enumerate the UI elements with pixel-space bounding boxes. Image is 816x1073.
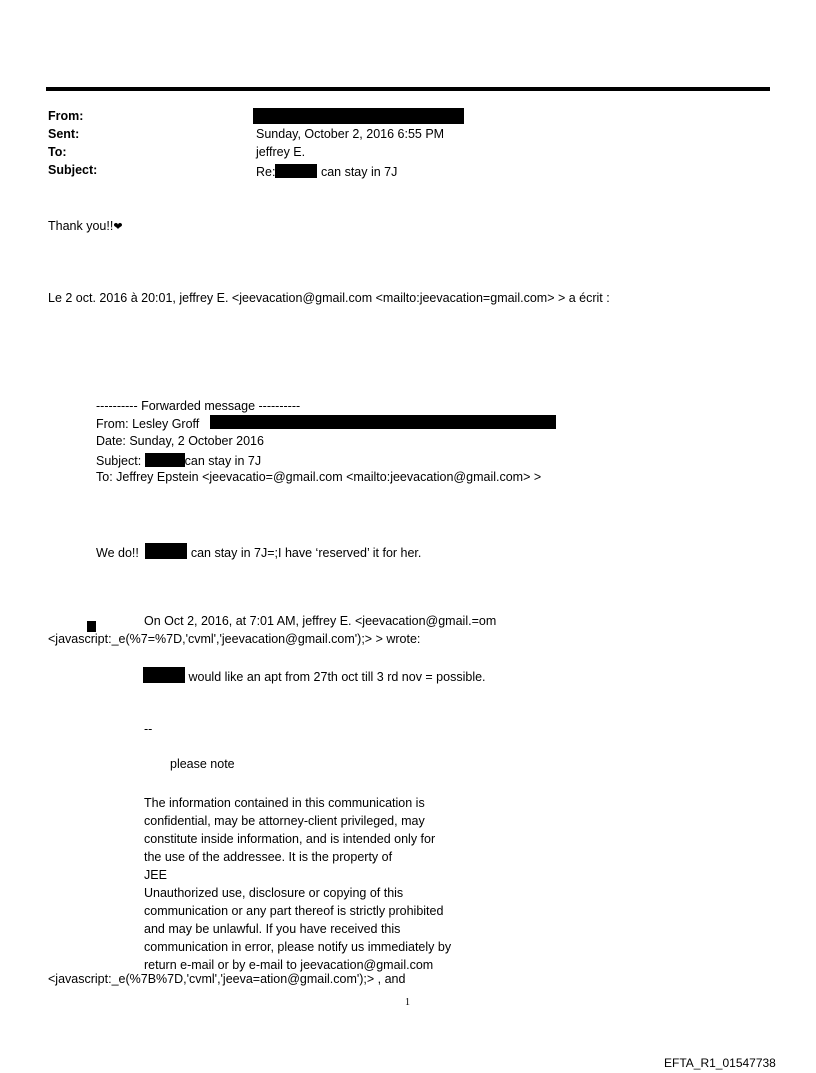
forward-from [96,418,199,431]
disclaimer-line: the use of the addressee. It is the property of [144,850,393,864]
from-redaction [253,108,464,124]
disclaimer-line: communication or any part thereof is strictly prohibited [144,904,444,918]
subject-prefix: Re: [256,165,276,179]
document-id: EFTA_R1_01547738 [664,1056,776,1070]
disclaimer-line: constitute inside information, and is intended only for [144,832,436,846]
forward-date: Date: Sunday, 2 October 2016 [96,434,264,448]
quote-line-2: <javascript:_e(%7=%7D,'cvml','jeevacation@gmail.com');> > wrote: [48,632,421,646]
disclaimer-line: The information contained in this communication is [144,796,425,810]
sent-value: Sunday, October 2, 2016 6:55 PM [256,127,445,141]
disclaimer-line: confidential, may be attorney-client privileged, may [144,814,425,828]
disclaimer-line: JEE [144,868,167,882]
we-do-line [96,543,421,560]
last-line: <javascript:_e(%7B%7D,'cvml','jeeva=ation@gmail.com');> , and [48,972,406,986]
quote-line-1: On Oct 2, 2016, at 7:01 AM, jeffrey E. <jeevacation@gmail.=om [144,614,497,628]
apt-redaction [143,667,185,683]
forward-subject-suffix: can stay in 7J [184,454,262,468]
signature-dashes: -- [144,722,153,736]
page-number: 1 [405,997,410,1008]
apt-request-text: would like an apt from 27th oct till 3 rd nov = possible. [188,670,486,684]
subject-label: Subject: [48,163,98,177]
subject-suffix: can stay in 7J [320,165,398,179]
from-label: From: [48,109,84,123]
to-label: To: [48,145,67,159]
disclaimer-line: return e-mail or by e-mail to jeevacation@gmail.com [144,958,434,972]
disclaimer-line: Unauthorized use, disclosure or copying of this [144,886,404,900]
disclaimer [144,794,451,974]
forward-from-text: From: Lesley Groff [96,417,200,431]
we-do-suffix: can stay in 7J=;I have ‘reserved’ it for her. [190,546,422,560]
sent-label: Sent: [48,127,80,141]
thanks-line [48,220,123,233]
please-note: please note [170,757,235,771]
subject-value [256,164,397,179]
header-rule [46,87,770,91]
thanks-text: Thank you!! [48,219,114,233]
disclaimer-line: communication in error, please notify us immediately by [144,940,452,954]
subject-redaction [275,164,317,178]
we-do-redaction [145,543,187,559]
heart-icon: ❤ [113,221,123,233]
forward-separator: ---------- Forwarded message ---------- [96,399,301,413]
quote-marker-redaction [87,621,96,632]
reply-intro: Le 2 oct. 2016 à 20:01, jeffrey E. <jeevacation@gmail.com <mailto:jeevacation=gmail.com> > a écrit : [48,291,610,305]
forward-from-redaction [210,415,556,429]
forward-to: To: Jeffrey Epstein <jeevacatio=@gmail.com <mailto:jeevacation@gmail.com> > [96,470,542,484]
forward-subject [96,453,261,468]
apt-request-line [143,667,486,684]
to-value: jeffrey E. [256,145,306,159]
forward-subject-prefix: Subject: [96,454,142,468]
forward-subject-redaction [145,453,185,467]
disclaimer-line: and may be unlawful. If you have received this [144,922,401,936]
we-do-prefix: We do!! [96,546,139,560]
